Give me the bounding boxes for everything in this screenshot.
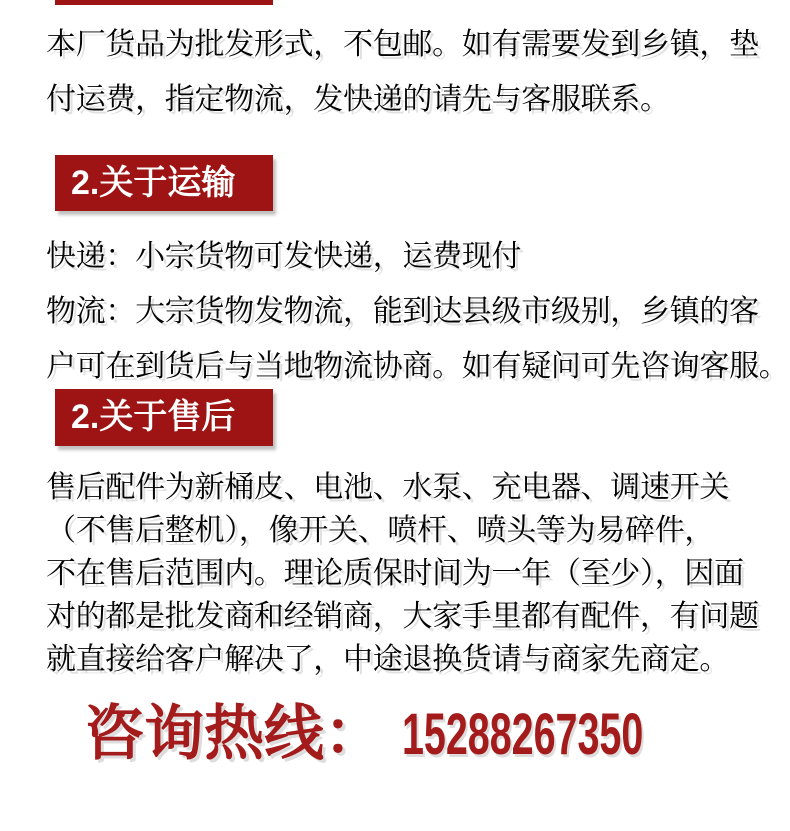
intro-line: 付运费，指定物流，发快递的请先与客服联系。 [46,83,670,116]
aftersales-paragraph [46,466,759,681]
hotline [84,700,757,769]
aftersales-line: 就直接给客户解决了，中途退换货请与商家先商定。 [46,643,730,676]
aftersales-section-banner [55,389,273,446]
shipping-section-banner [55,155,273,211]
intro-line: 本厂货品为批发形式，不包邮。如有需要发到乡镇，垫 [46,28,759,61]
hotline-label: 咨询热线： [84,700,384,767]
previous-banner-remnant [55,0,273,5]
shipping-banner-label: 2.关于运输 [71,164,236,202]
intro-paragraph [46,17,759,127]
aftersales-line: 不在售后范围内。理论质保时间为一年（至少），因面 [46,557,744,590]
aftersales-line: （不售后整机），像开关、喷杆、喷头等为易碎件， [46,514,715,547]
aftersales-banner-label: 2.关于售后 [71,398,236,436]
hotline-number: 15288267350 [402,702,644,767]
aftersales-line: 售后配件为新桶皮、电池、水泵、充电器、调速开关 [46,471,730,504]
shipping-paragraph [46,229,789,394]
shipping-line: 户可在到货后与当地物流协商。如有疑问可先咨询客服。 [46,350,789,383]
shipping-line: 快递：小宗货物可发快递，运费现付 [46,240,522,273]
shipping-line: 物流：大宗货物发物流，能到达县级市级别，乡镇的客 [46,295,759,328]
aftersales-line: 对的都是批发商和经销商，大家手里都有配件，有问题 [46,600,759,633]
